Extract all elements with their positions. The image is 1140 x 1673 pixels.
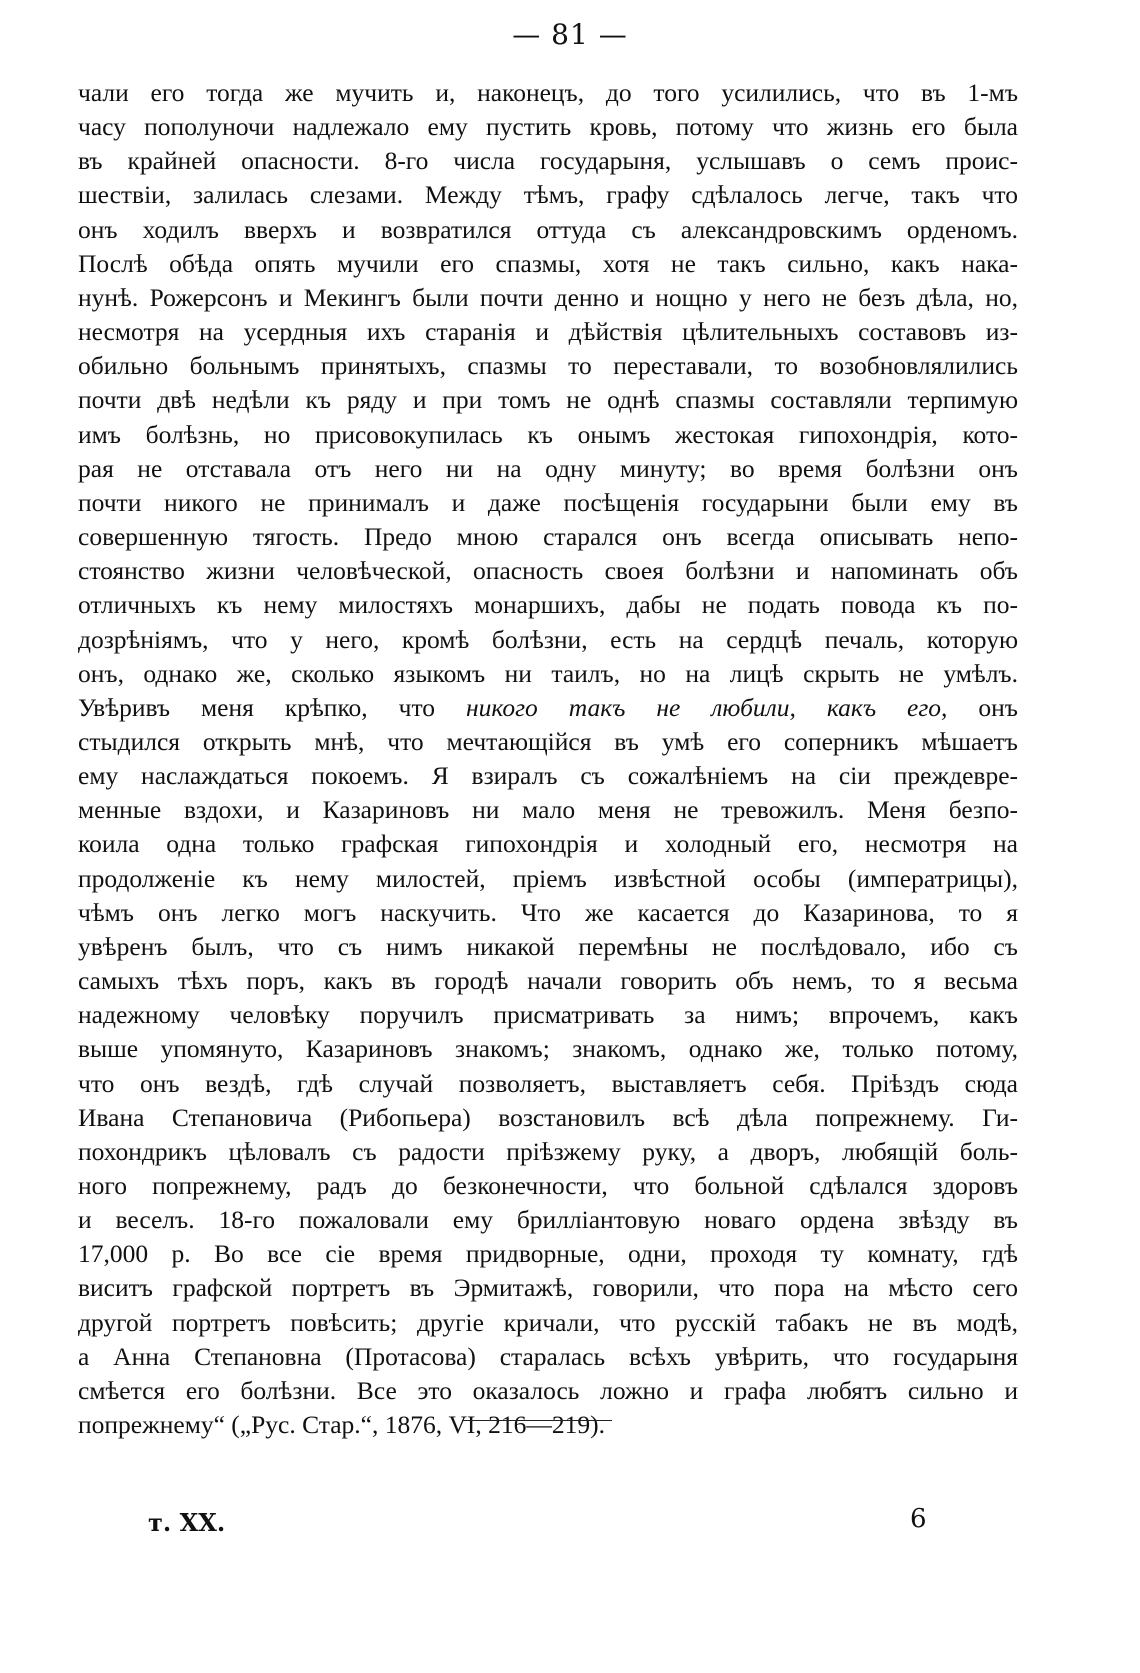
text-line: 17,000 р. Во все сіе время придворные, одни, проходя ту комнату, гдѣ	[78, 1239, 1018, 1269]
text-line: обильно больнымъ принятыхъ, спазмы то переставали, то возобновлялились	[78, 351, 1018, 381]
page-number: — 81 —	[512, 18, 628, 51]
text-line: самыхъ тѣхъ поръ, какъ въ городѣ начали говорить объ немъ, то я весьма	[78, 966, 1018, 996]
text-line: нунѣ. Рожерсонъ и Мекингъ были почти денно и нощно у него не безъ дѣла, но,	[78, 282, 1018, 312]
line-segment: онъ	[947, 692, 1018, 722]
text-line: стоянство жизни человѣческой, опасность своея болѣзни и напоминать объ	[78, 556, 1018, 586]
body-text	[78, 76, 1018, 1442]
text-line: въ крайней опасности. 8-го числа государыня, услышавъ о семъ проис-	[78, 146, 1018, 176]
text-line: шествіи, залилась слезами. Между тѣмъ, графу сдѣлалось легче, такъ что	[78, 180, 1018, 210]
text-line: онъ, однако же, сколько языкомъ ни таилъ, но на лицѣ скрыть не умѣлъ.	[78, 658, 1018, 688]
text-line: похондрикъ цѣловалъ съ радости пріѣзжему руку, а дворъ, любящій боль-	[78, 1136, 1018, 1166]
text-line: смѣется его болѣзни. Все это оказалось ложно и графа любятъ сильно и	[78, 1375, 1018, 1405]
text-line: рая не отставала отъ него ни на одну минуту; во время болѣзни онъ	[78, 453, 1018, 483]
text-line: коила одна только графская гипохондрія и холодный его, несмотря на	[78, 829, 1018, 859]
text-line: онъ ходилъ вверхъ и возвратился оттуда съ александровскимъ орденомъ.	[78, 214, 1018, 244]
text-line: виситъ графской портретъ въ Эрмитажѣ, говорили, что пора на мѣсто сего	[78, 1273, 1018, 1303]
text-line-with-emphasis	[78, 691, 1018, 725]
text-line: почти никого не принималъ и даже посѣщенія государыни были ему въ	[78, 487, 1018, 517]
text-line: совершенную тягость. Предо мною старался онъ всегда описывать непо-	[78, 522, 1018, 552]
text-line: чали его тогда же мучить и, наконецъ, до того усилились, что въ 1-мъ	[78, 78, 1018, 107]
text-line: менные вздохи, и Казариновъ ни мало меня не тревожилъ. Меня безпо-	[78, 795, 1018, 825]
text-line: выше упомянуто, Казариновъ знакомъ; знакомъ, однако же, только потому,	[78, 1034, 1018, 1064]
text-line: Ивана Степановича (Рибопьера) возстановилъ всѣ дѣла попрежнему. Ги-	[78, 1102, 1018, 1132]
text-line: другой портретъ повѣсить; другіе кричали, что русскій табакъ не въ модѣ,	[78, 1307, 1018, 1337]
text-line: ему наслаждаться покоемъ. Я взиралъ съ сожалѣніемъ на сіи преждевре-	[78, 761, 1018, 791]
line-segment: Увѣривъ меня крѣпко, что	[78, 692, 466, 722]
text-line: надежному человѣку поручилъ присматривать за нимъ; впрочемъ, какъ	[78, 1000, 1018, 1030]
text-line: что онъ вездѣ, гдѣ случай позволяетъ, выставляетъ себя. Пріѣздъ сюда	[78, 1068, 1018, 1098]
text-line: несмотря на усердныя ихъ старанія и дѣйствія цѣлительныхъ составовъ из-	[78, 317, 1018, 347]
sheet-signature: 6	[910, 1504, 927, 1534]
volume-signature: т. XX.	[148, 1508, 226, 1537]
text-line: и веселъ. 18-го пожаловали ему бриллiантовую новаго ордена звѣзду въ	[78, 1205, 1018, 1235]
text-line: почти двѣ недѣли къ ряду и при томъ не однѣ спазмы составляли терпимую	[78, 385, 1018, 415]
text-line: а Анна Степановна (Протасова) старалась всѣхъ увѣрить, что государыня	[78, 1341, 1018, 1371]
text-line: ного попрежнему, радъ до безконечности, что больной сдѣлался здоровъ	[78, 1171, 1018, 1200]
text-line: продолженіе къ нему милостей, пріемъ извѣстной особы (императрицы),	[78, 863, 1018, 893]
text-line: дозрѣніямъ, что у него, кромѣ болѣзни, есть на сердцѣ печаль, которую	[78, 624, 1018, 654]
text-line: стыдился открыть мнѣ, что мечтающійся въ умѣ его соперникъ мѣшаетъ	[78, 726, 1018, 756]
text-line: отличныхъ къ нему милостяхъ монаршихъ, дабы не подать повода къ по-	[78, 590, 1018, 620]
text-line-last: попрежнему“ („Рус. Стар.“, 1876, VI, 216—219).	[78, 1410, 605, 1440]
text-line: Послѣ обѣда опять мучили его спазмы, хотя не такъ сильно, какъ нака-	[78, 248, 1018, 278]
italic-emphasis: никого такъ не любили, какъ его,	[465, 692, 948, 722]
section-divider	[462, 1420, 612, 1421]
text-line: увѣренъ былъ, что съ нимъ никакой перемѣны не послѣдовало, ибо съ	[78, 931, 1018, 961]
text-line: имъ болѣзнь, но присовокупилась къ онымъ жестокая гипохондрія, кото-	[78, 419, 1018, 449]
text-line: чѣмъ онъ легко могъ наскучить. Что же касается до Казаринова, то я	[78, 897, 1018, 927]
text-line: часу пополуночи надлежало ему пустить кровь, потому что жизнь его была	[78, 112, 1018, 142]
